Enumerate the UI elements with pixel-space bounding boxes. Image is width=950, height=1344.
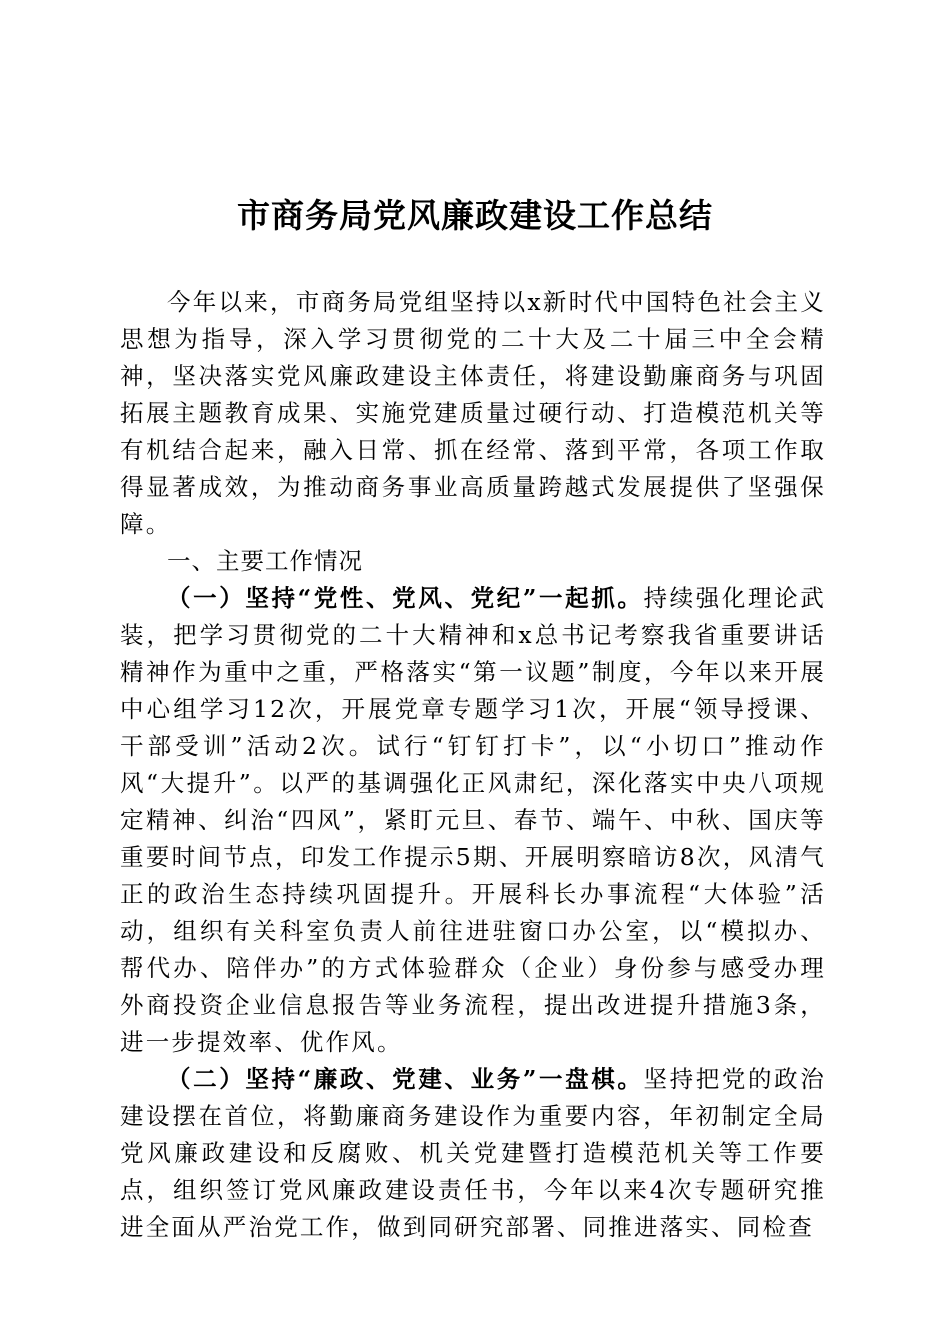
section-heading-main-work: 一、主要工作情况 xyxy=(167,547,363,575)
intro-paragraph: 今年以来，市商务局党组坚持以x新时代中国特色社会主义思想为指导，深入学习贯彻党的二十大及二十届三中全会精神，坚决落实党风廉政建设主体责任，将建设勤廉商务与巩固拓展主题教育成果、实施党建质量过硬行动、打造模范机关等有机结合起来，融入日常、抓在经常、落到平常，各项工作取得显著成效，为推动商务事业高质量跨越式发展提供了坚强保障。 xyxy=(120,288,826,538)
item-1-title: （一）坚持“党性、党风、党纪”一起抓。 xyxy=(167,584,644,612)
item-1-text: 持续强化理论武装，把学习贯彻党的二十大精神和x总书记考察我省重要讲话精神作为重中之重，严格落实“第一议题”制度，今年以来开展中心组学习12次，开展党章专题学习1次，开展“领导授课、干部受训”活动2次。试行“钉钉打卡”，以“小切口”推动作风“大提升”。以严的基调强化正风肃纪，深化落实中央八项规定精神、纠治“四风”，紧盯元旦、春节、端午、中秋、国庆等重要时间节点，印发工作提示5期、开展明察暗访8次，风清气正的政治生态持续巩固提升。开展科长办事流程“大体验”活动，组织有关科室负责人前往进驻窗口办公室，以“模拟办、帮代办、陪伴办”的方式体验群众（企业）身份参与感受办理外商投资企业信息报告等业务流程，提出改进提升措施3条，进一步提效率、优作风。 xyxy=(120,584,826,1056)
item-paragraph-1 xyxy=(120,580,826,1061)
item-paragraph-2 xyxy=(120,1061,826,1246)
document-body xyxy=(120,284,826,1246)
item-2-text: 坚持把党的政治建设摆在首位，将勤廉商务建设作为重要内容，年初制定全局党风廉政建设和反腐败、机关党建暨打造模范机关等工作要点，组织签订党风廉政建设责任书，今年以来4次专题研究推进全面从严治党工作，做到同研究部署、同推进落实、同检查 xyxy=(120,1065,826,1241)
document-title: 市商务局党风廉政建设工作总结 xyxy=(237,196,713,235)
item-2-title: （二）坚持“廉政、党建、业务”一盘棋。 xyxy=(167,1065,644,1093)
